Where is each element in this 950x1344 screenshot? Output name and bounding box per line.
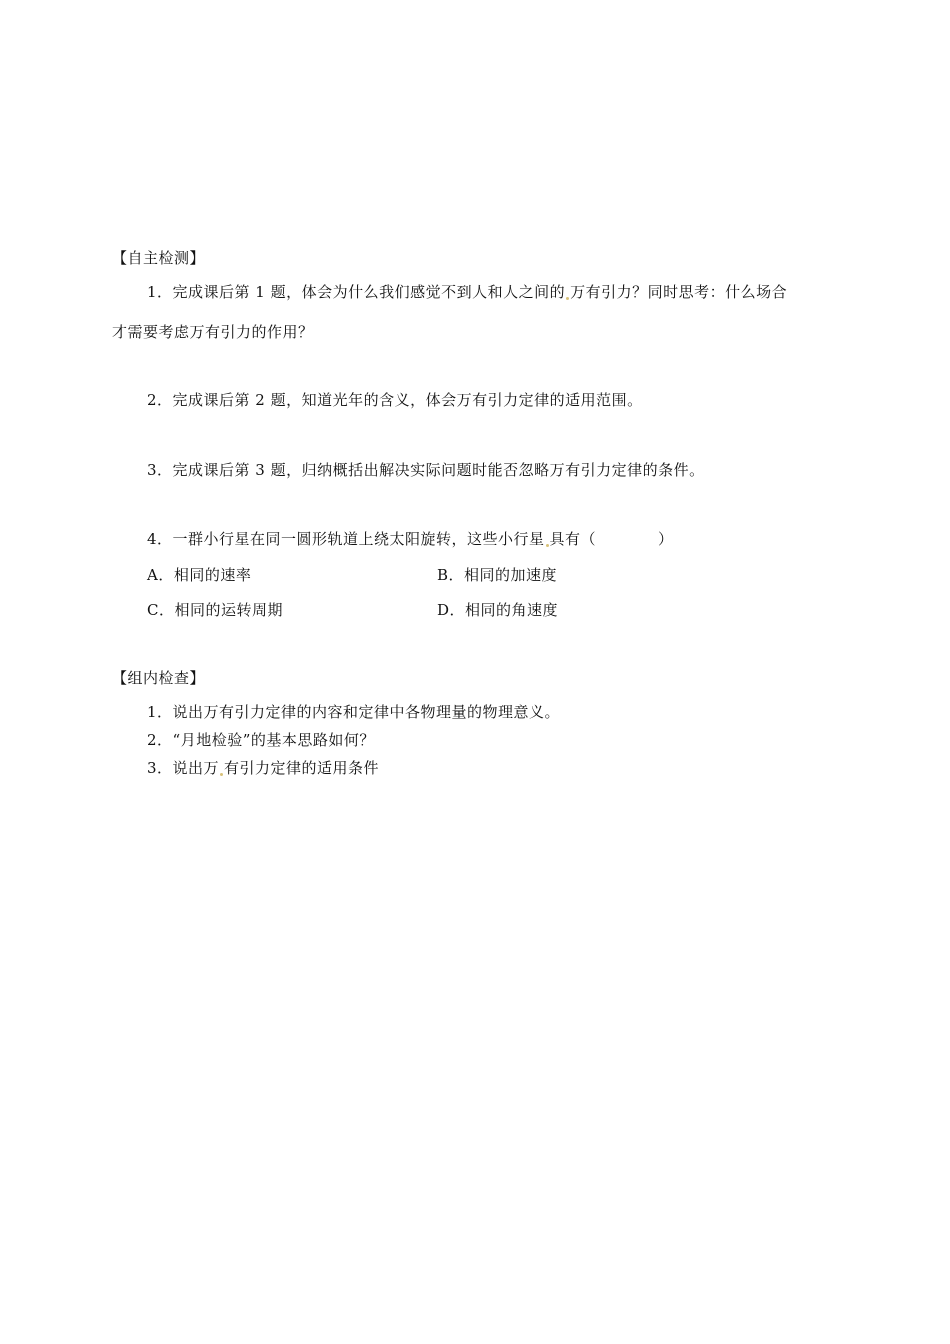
group-question-2: 2．“月地检验”的基本思路如何？ <box>147 731 375 749</box>
group-question-3-text-a: 3．说出万 <box>147 759 220 777</box>
question-4-stem <box>147 529 674 549</box>
question-2: 2．完成课后第 2 题，知道光年的含义，体会万有引力定律的适用范围。 <box>147 391 643 409</box>
question-1-line-2: 才需要考虑万有引力的作用？ <box>112 323 314 341</box>
annotation-dot <box>220 773 223 776</box>
section-heading-self-check: 【自主检测】 <box>112 249 206 267</box>
option-b: B．相同的加速度 <box>437 566 558 584</box>
annotation-dot <box>546 544 549 547</box>
section-heading-group-check: 【组内检查】 <box>112 669 206 687</box>
group-question-3 <box>147 758 379 778</box>
question-1-text-b: 万有引力？同时思考：什么场合 <box>570 283 788 301</box>
question-1-line-1 <box>147 282 787 302</box>
question-4-stem-a: 4．一群小行星在同一圆形轨道上绕太阳旋转，这些小行星 <box>147 530 545 548</box>
question-3: 3．完成课后第 3 题，归纳概括出解决实际问题时能否忽略万有引力定律的条件。 <box>147 461 705 479</box>
group-question-1: 1．说出万有引力定律的内容和定律中各物理量的物理意义。 <box>147 703 561 721</box>
option-a: A．相同的速率 <box>147 566 252 584</box>
question-4-stem-b: 具有（ ） <box>549 530 674 548</box>
question-1-text-a: 1．完成课后第 1 题，体会为什么我们感觉不到人和人之间的 <box>147 283 566 301</box>
option-d: D．相同的角速度 <box>437 601 559 619</box>
annotation-dot <box>566 297 569 300</box>
group-question-3-text-b: 有引力定律的适用条件 <box>224 759 380 777</box>
option-c: C．相同的运转周期 <box>147 601 283 619</box>
